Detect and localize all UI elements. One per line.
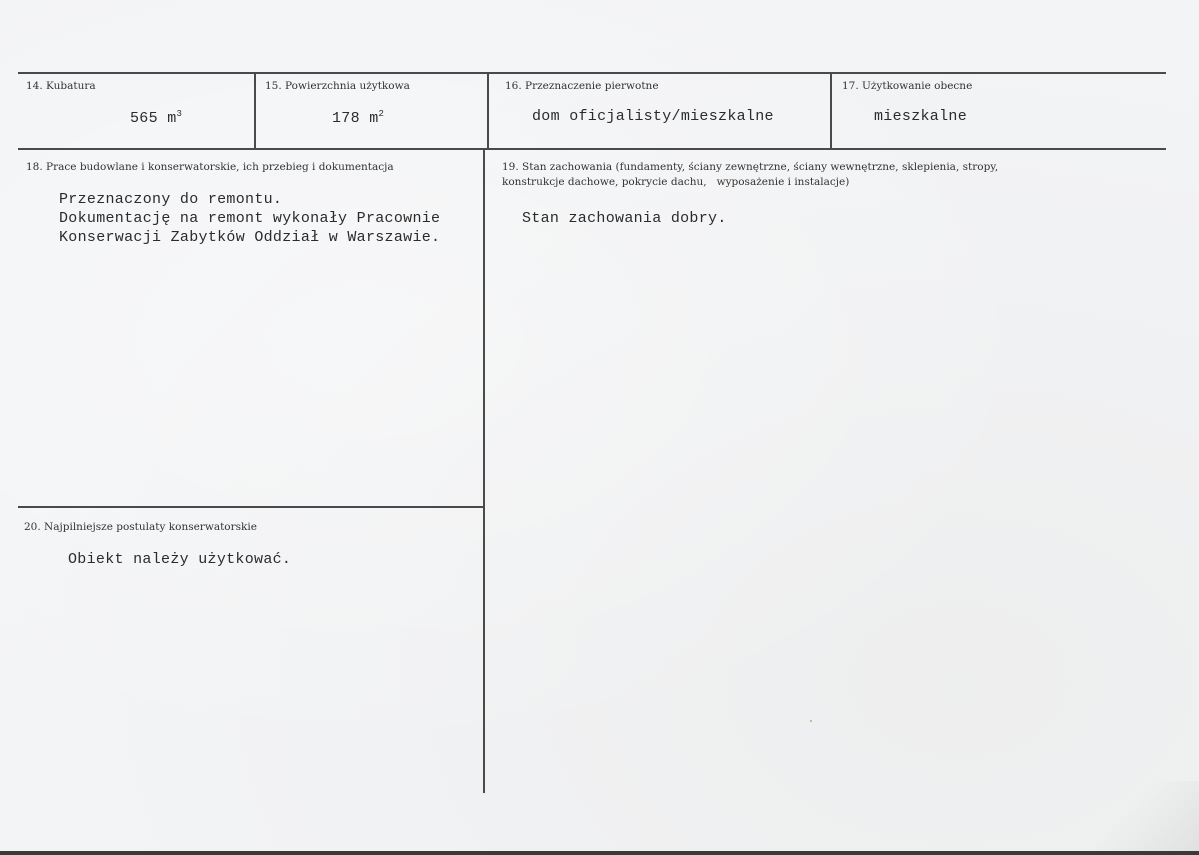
field-17-value: mieszkalne [874, 108, 968, 125]
field-15-unit-exponent: 2 [378, 109, 385, 119]
field-17-label: 17. Użytkowanie obecne [842, 80, 973, 92]
field-19-label-line-1: 19. Stan zachowania (fundamenty, ściany zewnętrzne, ściany wewnętrzne, sklepienia, stropy, [502, 161, 999, 173]
field-15-value-text: 178 m [332, 110, 379, 127]
divider-16-17 [830, 72, 832, 150]
field-16-value: dom oficjalisty/mieszkalne [532, 108, 774, 125]
field-14-value-text: 565 m [130, 110, 177, 127]
divider-15-16 [487, 72, 489, 150]
paper-speck [810, 720, 812, 722]
field-14-value [130, 105, 182, 128]
field-15-value [332, 105, 384, 128]
divider-14-15 [254, 72, 256, 150]
field-15-label: 15. Powierzchnia użytkowa [265, 80, 410, 92]
top-row-top-border [18, 72, 1166, 74]
divider-left-right-column [483, 150, 485, 793]
section-18-bottom-border [18, 506, 484, 508]
field-14-label: 14. Kubatura [26, 80, 96, 92]
field-14-unit-exponent: 3 [176, 109, 183, 119]
field-18-line-2: Dokumentację na remont wykonały Pracownie [59, 210, 441, 227]
field-18-line-1: Przeznaczony do remontu. [59, 191, 283, 208]
field-19-label-line-2: konstrukcje dachowe, pokrycie dachu, wyposażenie i instalacje) [502, 176, 850, 188]
field-19-value: Stan zachowania dobry. [522, 210, 727, 227]
paper-edge-shade [1079, 781, 1199, 851]
top-row-bottom-border [18, 148, 1166, 150]
field-20-label: 20. Najpilniejsze postulaty konserwatorskie [24, 521, 257, 533]
field-18-line-3: Konserwacji Zabytków Oddział w Warszawie. [59, 229, 441, 246]
field-18-label: 18. Prace budowlane i konserwatorskie, ich przebieg i dokumentacja [26, 161, 394, 173]
field-16-label: 16. Przeznaczenie pierwotne [505, 80, 659, 92]
field-20-value: Obiekt należy użytkować. [68, 551, 292, 568]
